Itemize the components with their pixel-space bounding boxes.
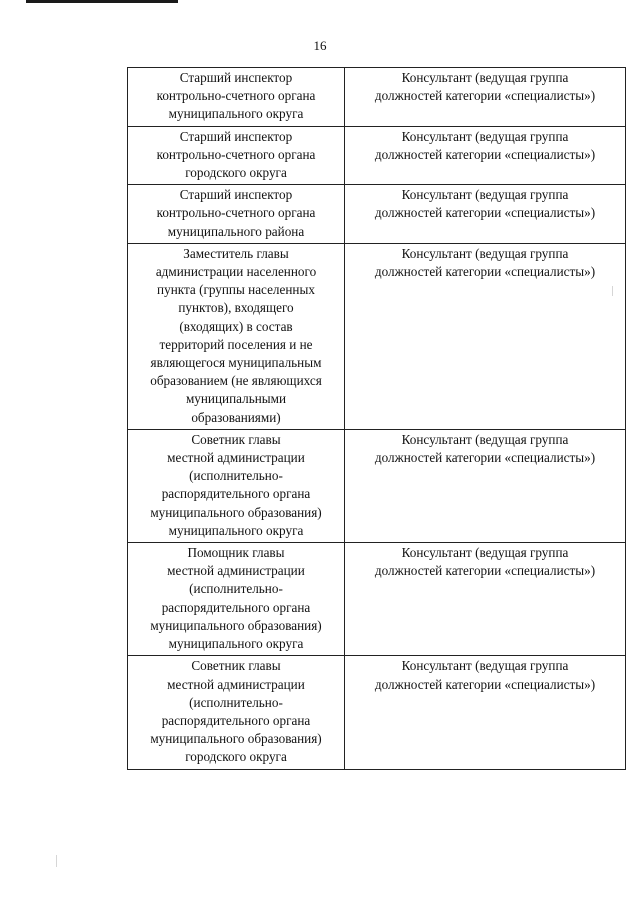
table-row xyxy=(128,543,626,656)
equivalent-position-cell: Консультант (ведущая группа должностей категории «специалисты») xyxy=(345,185,626,244)
equivalent-position-cell: Консультант (ведущая группа должностей категории «специалисты») xyxy=(345,656,626,769)
position-cell: Советник главы местной администрации (исполнительно- распорядительного органа муниципального образования) городского округа xyxy=(128,656,345,769)
table-row xyxy=(128,429,626,542)
positions-table xyxy=(127,67,626,770)
position-cell: Помощник главы местной администрации (исполнительно- распорядительного органа муниципального образования) муниципального округа xyxy=(128,543,345,656)
table-row xyxy=(128,185,626,244)
equivalent-position-cell: Консультант (ведущая группа должностей категории «специалисты») xyxy=(345,126,626,185)
equivalent-position-cell: Консультант (ведущая группа должностей категории «специалисты») xyxy=(345,429,626,542)
position-cell: Старший инспектор контрольно-счетного органа муниципального округа xyxy=(128,68,345,127)
scan-artifact xyxy=(56,855,57,867)
scan-artifact xyxy=(612,286,613,296)
table-row xyxy=(128,68,626,127)
position-cell: Старший инспектор контрольно-счетного органа муниципального района xyxy=(128,185,345,244)
top-scan-rule xyxy=(26,0,178,3)
equivalent-position-cell: Консультант (ведущая группа должностей категории «специалисты») xyxy=(345,543,626,656)
table-row xyxy=(128,243,626,429)
page-number: 16 xyxy=(313,38,327,53)
equivalent-position-cell: Консультант (ведущая группа должностей категории «специалисты») xyxy=(345,68,626,127)
position-cell: Советник главы местной администрации (исполнительно- распорядительного органа муниципального образования) муниципального округа xyxy=(128,429,345,542)
position-cell: Старший инспектор контрольно-счетного органа городского округа xyxy=(128,126,345,185)
position-cell: Заместитель главы администрации населенного пункта (группы населенных пунктов), входящего (входящих) в состав территорий поселения и не являющегося муниципальным образованием (не являющихся муниципальными образованиями) xyxy=(128,243,345,429)
table-row xyxy=(128,656,626,769)
equivalent-position-cell: Консультант (ведущая группа должностей категории «специалисты») xyxy=(345,243,626,429)
table-row xyxy=(128,126,626,185)
